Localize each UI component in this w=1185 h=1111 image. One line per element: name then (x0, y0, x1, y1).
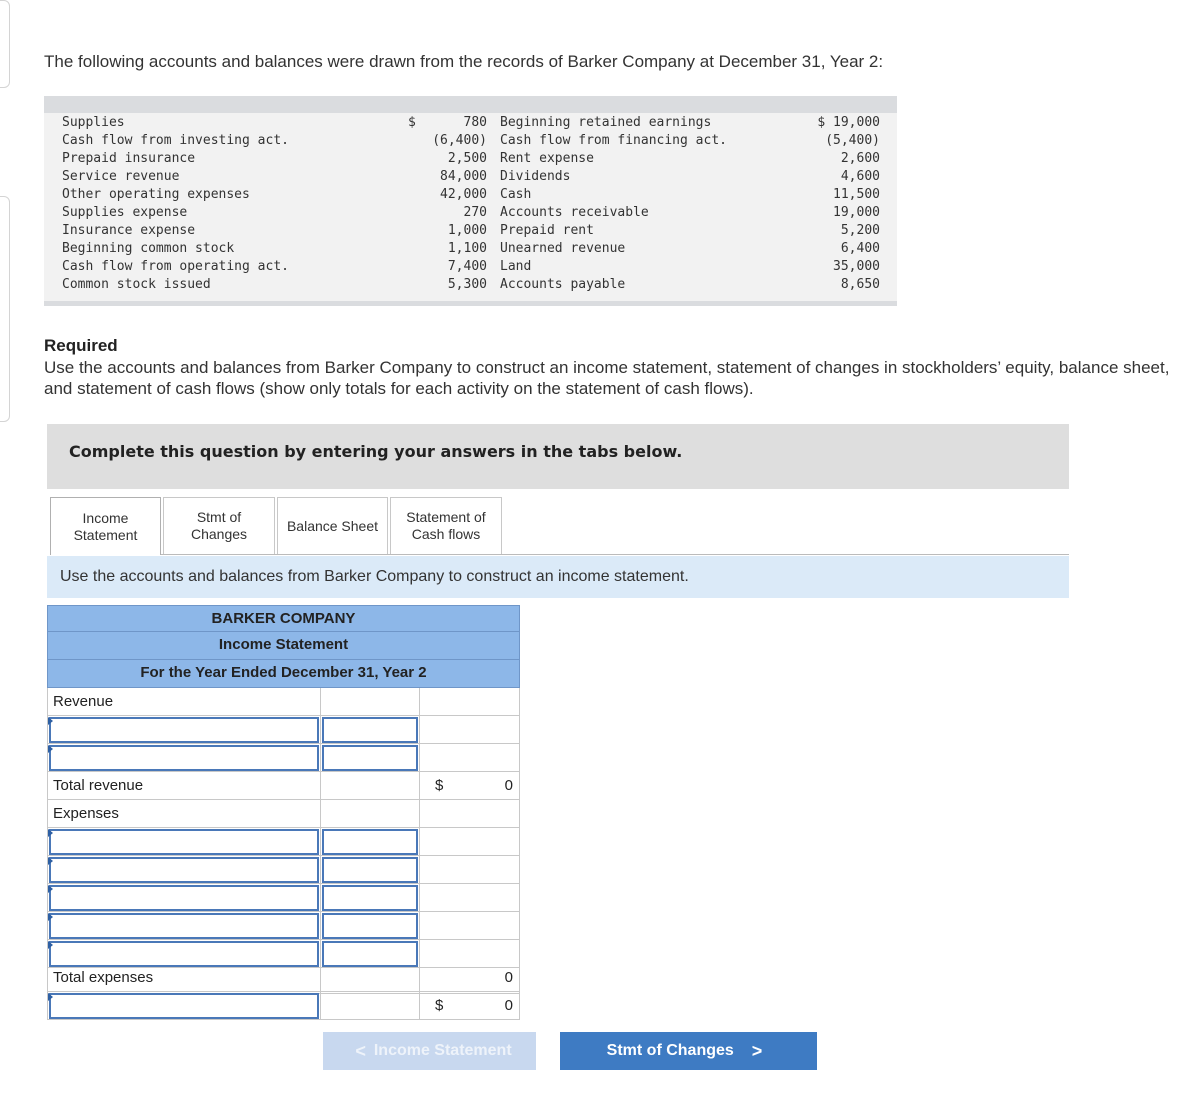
total-expenses-row (47, 964, 520, 992)
dropdown-marker-icon (48, 885, 53, 893)
instruction-banner (47, 424, 1069, 489)
prev-button-label: Income Statement (373, 1042, 512, 1059)
total-revenue-row (47, 772, 520, 800)
edge-panel-tab (0, 196, 10, 422)
prev-button[interactable] (323, 1032, 536, 1070)
account-row (44, 168, 897, 186)
account-row (44, 204, 897, 222)
net-income-label-input[interactable] (49, 993, 319, 1019)
account-balance: 11,500 (833, 187, 880, 202)
chevron-right-icon: > (751, 1040, 763, 1061)
account-name: Common stock issued (62, 277, 211, 292)
account-balance: 42,000 (440, 187, 487, 202)
account-row (44, 222, 897, 240)
expense-account-input[interactable] (49, 885, 319, 911)
expense-account-input[interactable] (49, 913, 319, 939)
tab-stmt-of-changes[interactable] (163, 497, 275, 554)
next-button[interactable] (560, 1032, 817, 1070)
account-balance: 7,400 (447, 259, 487, 274)
account-balance: 5,200 (840, 223, 880, 238)
tab-label: Cash flows (411, 526, 481, 542)
dropdown-marker-icon (48, 829, 53, 837)
account-name: Cash flow from investing act. (62, 133, 289, 148)
expenses-label: Expenses (53, 805, 119, 822)
dropdown-marker-icon (48, 745, 53, 753)
account-balance: 6,400 (840, 241, 880, 256)
account-balance: $ 19,000 (817, 115, 880, 130)
revenue-account-input[interactable] (49, 745, 319, 771)
tab-income-statement[interactable] (50, 497, 161, 555)
required-title: Required (44, 336, 118, 355)
account-balance: 270 (463, 205, 487, 220)
required-text: Use the accounts and balances from Barker Company to construct an income statement, statement of changes in stockholders’ equity, balance sheet, and statement of cash flows (show only totals for each activity on the statement of cash flows). (44, 358, 1170, 398)
expense-entry-row (47, 884, 520, 912)
dropdown-marker-icon (48, 941, 53, 949)
account-row (44, 276, 897, 294)
expenses-header-row (47, 800, 520, 828)
account-name: Supplies expense (62, 205, 188, 220)
tab-divider (161, 554, 1069, 555)
account-balance: 2,500 (447, 151, 487, 166)
expense-account-input[interactable] (49, 829, 319, 855)
dropdown-marker-icon (48, 717, 53, 725)
statement-period: For the Year Ended December 31, Year 2 (47, 660, 520, 688)
expense-entry-row (47, 828, 520, 856)
revenue-entry-row (47, 744, 520, 772)
expense-amount-input[interactable] (322, 829, 418, 855)
account-row (44, 258, 897, 276)
tab-label: Statement (73, 526, 138, 543)
revenue-header-row (47, 688, 520, 716)
account-name: Dividends (500, 169, 571, 184)
total-revenue-label: Total revenue (53, 777, 144, 794)
account-balance: 1,100 (447, 241, 487, 256)
account-name: Accounts receivable (500, 205, 649, 220)
account-row (44, 132, 897, 150)
account-balance: 4,600 (840, 169, 880, 184)
expense-amount-input[interactable] (322, 885, 418, 911)
account-balance: 84,000 (440, 169, 487, 184)
expense-account-input[interactable] (49, 857, 319, 883)
account-row (44, 240, 897, 258)
tab-instruction-box (47, 556, 1069, 598)
statement-company: BARKER COMPANY (47, 605, 520, 632)
tab-label: Balance Sheet (286, 517, 379, 534)
accounts-table (44, 96, 897, 306)
dropdown-marker-icon (48, 993, 53, 1001)
expense-entry-row (47, 856, 520, 884)
account-name: Beginning retained earnings (500, 115, 712, 130)
tab-instruction-text: Use the accounts and balances from Barker Company to construct an income statement. (60, 568, 689, 585)
next-button-label: Stmt of Changes (606, 1042, 734, 1059)
account-name: Unearned revenue (500, 241, 626, 256)
revenue-entry-row (47, 716, 520, 744)
account-name: Insurance expense (62, 223, 196, 238)
account-name: Prepaid rent (500, 223, 594, 238)
account-name: Accounts payable (500, 277, 626, 292)
tab-label: Statement of (406, 509, 486, 525)
tab-balance-sheet[interactable] (277, 497, 388, 554)
tab-statement-of-cash-flows[interactable] (390, 497, 502, 554)
revenue-account-input[interactable] (49, 717, 319, 743)
dropdown-marker-icon (48, 857, 53, 865)
account-balance: 35,000 (833, 259, 880, 274)
intro-text: The following accounts and balances were drawn from the records of Barker Company at December 31, Year 2: (44, 52, 884, 71)
net-income-row (47, 992, 520, 1020)
net-income-value: 0 (504, 997, 513, 1014)
revenue-label: Revenue (53, 693, 114, 710)
account-row (44, 150, 897, 168)
account-balance: (6,400) (432, 133, 487, 148)
account-balance: 1,000 (447, 223, 487, 238)
chevron-left-icon: < (355, 1040, 366, 1061)
statement-title: Income Statement (47, 632, 520, 660)
account-name: Prepaid insurance (62, 151, 196, 166)
account-balance: 2,600 (840, 151, 880, 166)
tab-label: Stmt of (196, 509, 242, 525)
total-revenue-value: 0 (504, 777, 513, 794)
account-name: Beginning common stock (62, 241, 235, 256)
dropdown-marker-icon (48, 913, 53, 921)
account-name: Cash flow from financing act. (500, 133, 727, 148)
expense-amount-input[interactable] (322, 913, 418, 939)
revenue-amount-input[interactable] (322, 745, 418, 771)
expense-amount-input[interactable] (322, 857, 418, 883)
dollar-sign: $ (435, 777, 444, 794)
dollar-sign: $ (408, 115, 416, 130)
account-balance: 780 (463, 115, 487, 130)
tab-label: Changes (190, 526, 248, 542)
account-name: Supplies (62, 115, 125, 130)
account-row (44, 114, 897, 132)
total-expenses-value: 0 (504, 969, 513, 986)
expense-entry-row (47, 912, 520, 940)
revenue-amount-input[interactable] (322, 717, 418, 743)
account-name: Rent expense (500, 151, 594, 166)
complete-prompt: Complete this question by entering your answers in the tabs below. (69, 442, 683, 461)
account-balance: 5,300 (447, 277, 487, 292)
dollar-sign: $ (435, 997, 444, 1014)
account-name: Other operating expenses (62, 187, 250, 202)
account-balance: 19,000 (833, 205, 880, 220)
edge-panel-tab (0, 0, 10, 88)
account-balance: (5,400) (825, 133, 880, 148)
account-row (44, 186, 897, 204)
account-balance: 8,650 (840, 277, 880, 292)
account-name: Cash flow from operating act. (62, 259, 289, 274)
total-expenses-label: Total expenses (53, 969, 154, 986)
tab-label: Income (82, 509, 129, 526)
account-name: Service revenue (62, 169, 180, 184)
account-name: Cash (500, 187, 532, 202)
account-name: Land (500, 259, 532, 274)
